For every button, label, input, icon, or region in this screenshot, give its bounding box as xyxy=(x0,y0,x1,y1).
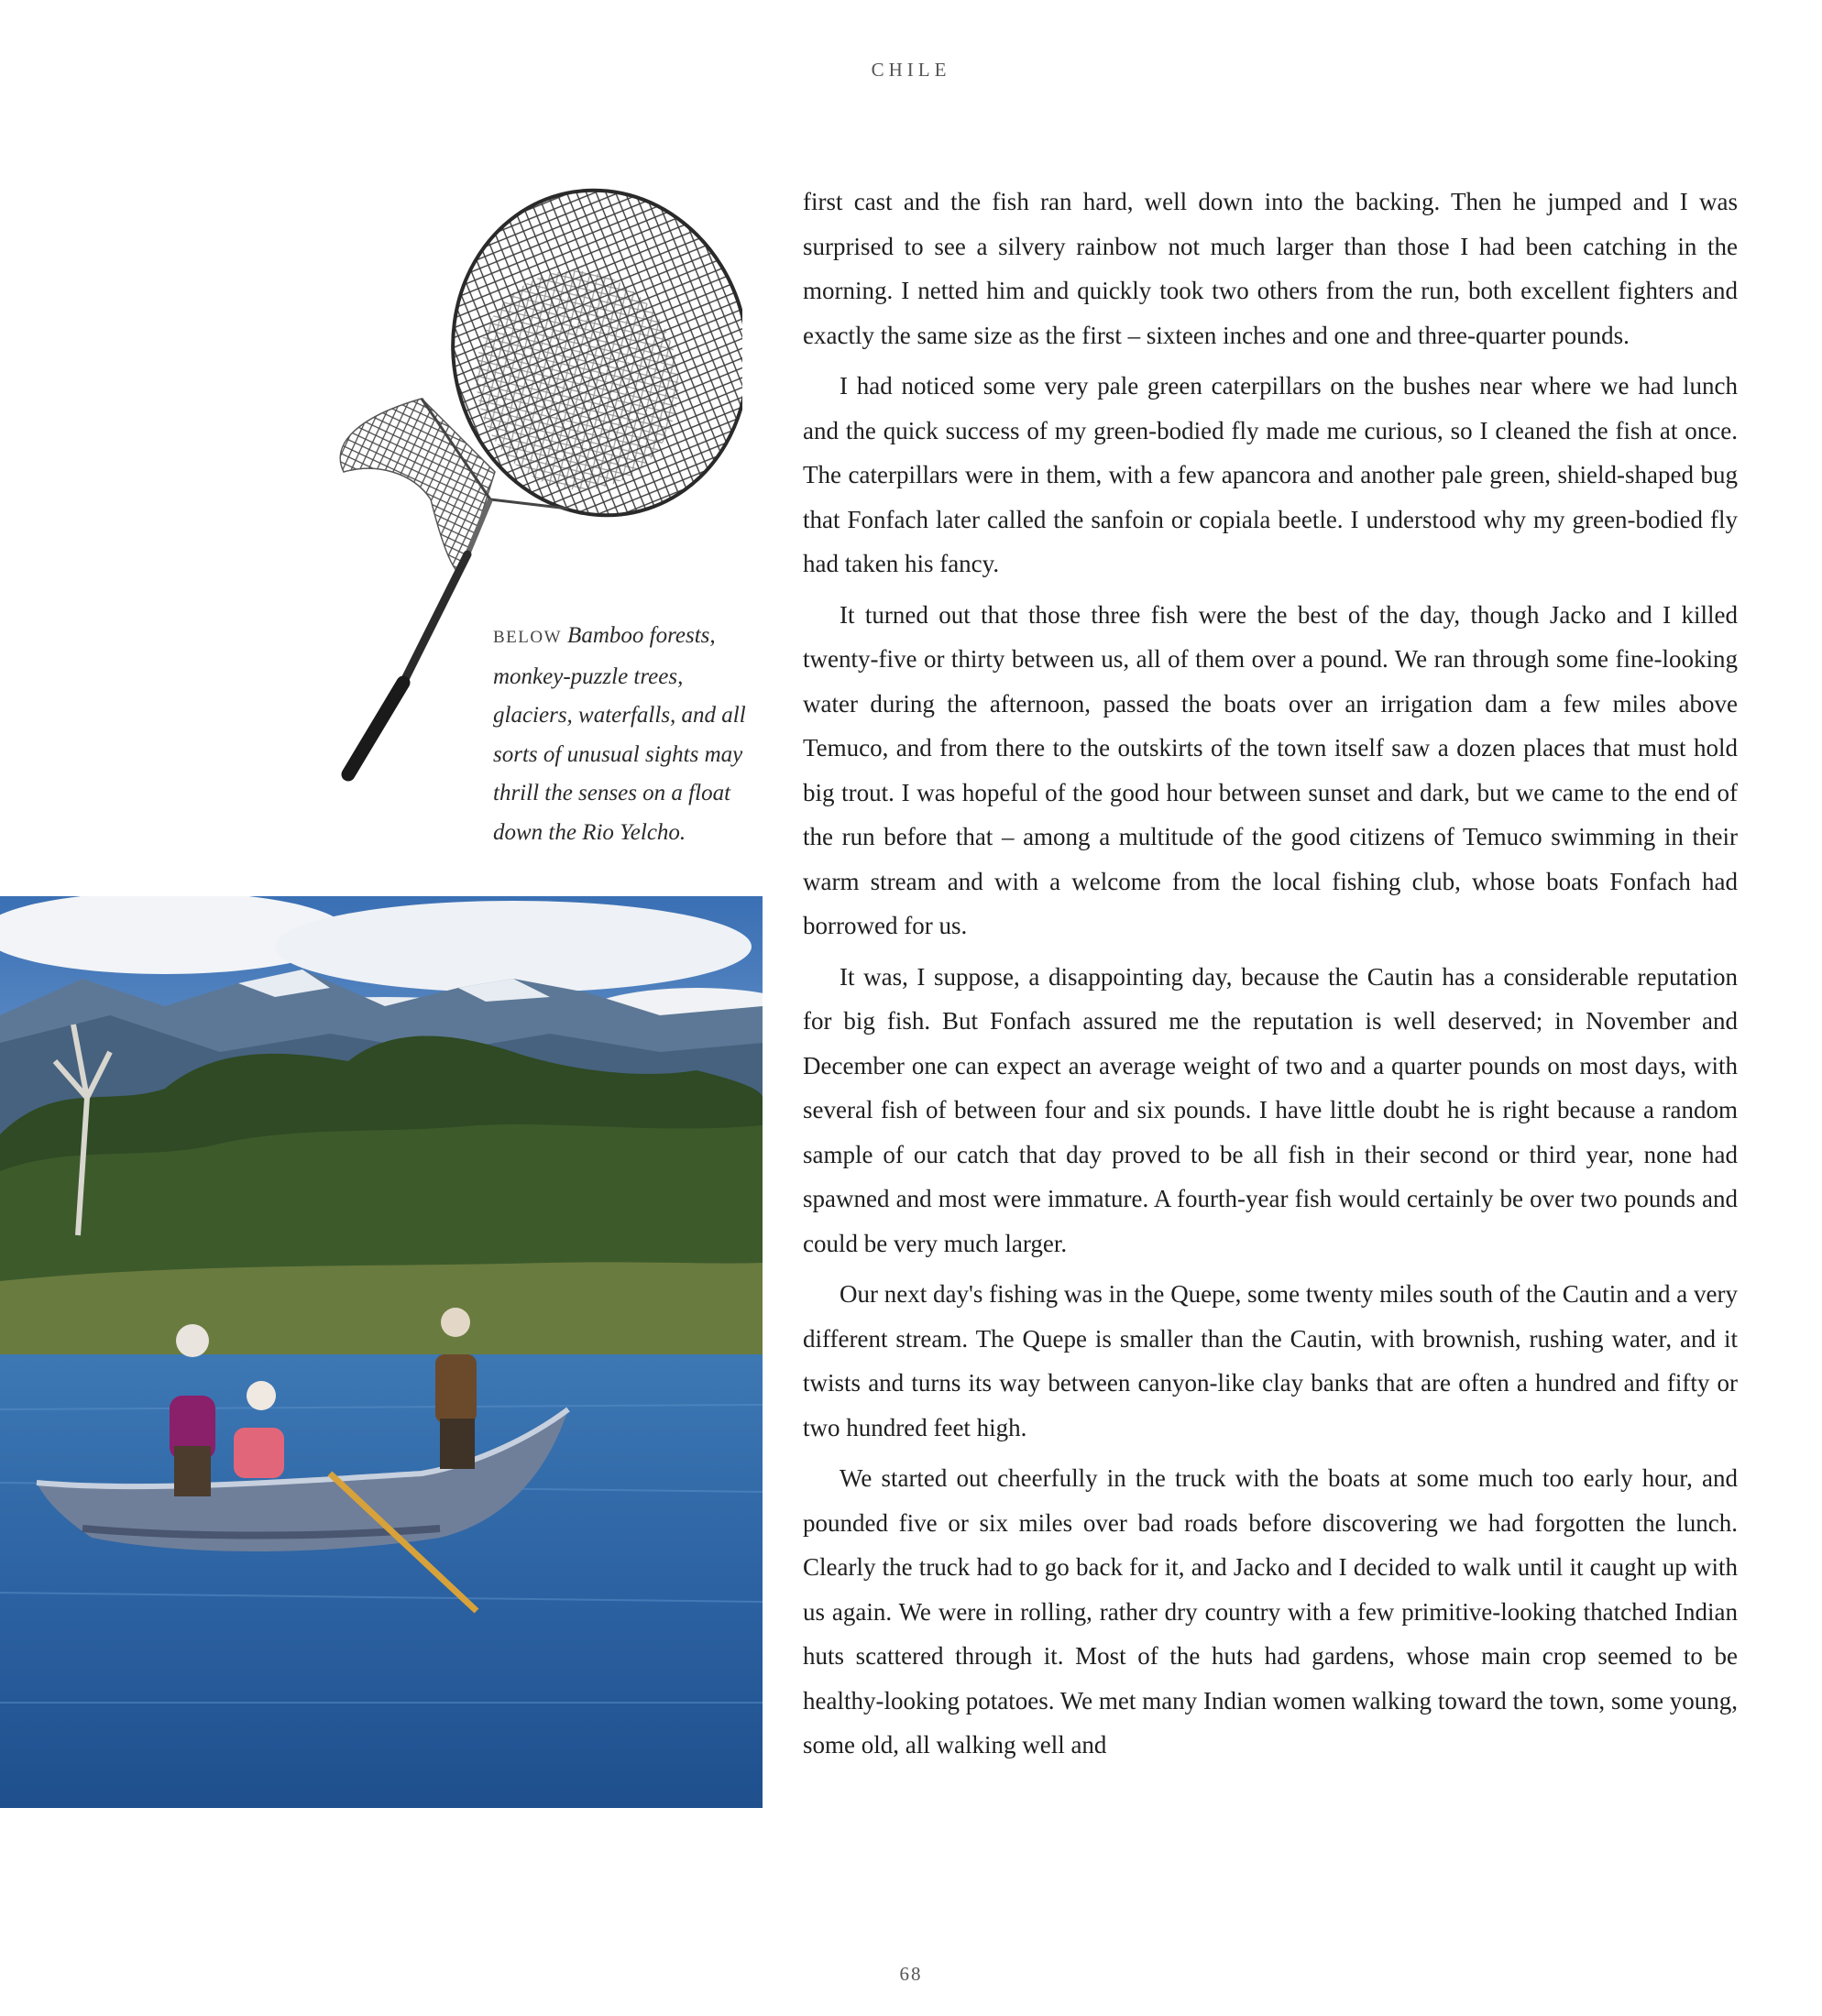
paragraph: We started out cheerfully in the truck with the boats at some much too early hour, and pounded five or six miles over bad roads before discovering we had forgotten the lunch. Clearly the truck had to go back for it, and Jacko and I decided to walk until it caught up with us again. We were in rolling, rather dry country with a few primitive-looking thatched Indian huts scattered through it. Most of the huts had gardens, whose main crop seemed to be healthy-looking potatoes. We met many Indian women walking toward the town, some young, some old, all walking well and xyxy=(803,1464,1738,1759)
paragraph: It turned out that those three fish were the best of the day, though Jacko and I killed twenty-five or thirty between us, all of them over a pound. We ran through some fine-looking water during the afternoon, passed the boats over an irrigation dam a few miles above Temuco, and from there to the outskirts of the town itself saw a dozen places that must hold big trout. I was hopeful of the good hour between sunset and dark, but we came to the end of the run before that – among a multitude of the good citizens of Temuco swimming in their warm stream and with a welcome from the local fishing club, whose boats Fonfach had borrowed for us. xyxy=(803,600,1738,939)
paragraph: It was, I suppose, a disappointing day, because the Cautin has a considerable reputation for big fish. But Fonfach assured me the reputation is well deserved; in November and December one can expect an average weight of two and a quarter pounds on most days, with several fish of between four and six pounds. I have little doubt he is right because a random sample of our catch that day proved to be all fish in their second or third year, none had spawned and most were immature. A fourth-year fish would certainly be over two pounds and could be very much larger. xyxy=(803,962,1738,1257)
paragraph: Our next day's fishing was in the Quepe, some twenty miles south of the Cautin and a very different stream. The Quepe is smaller than the Cautin, with brownish, rushing water, and it twists and turns its way between canyon-like clay banks that are often a hundred and fifty or two hundred feet high. xyxy=(803,1280,1738,1441)
paragraph: I had noticed some very pale green caterpillars on the bushes near where we had lunch and the quick success of my green-bodied fly made me curious, so I cleaned the fish at once. The caterpillars were in them, with a few apancora and another pale green, shield-shaped bug that Fonfach later called the sanfoin or copiala beetle. I understood why my green-bodied fly had taken his fancy. xyxy=(803,372,1738,577)
caption-text: Bamboo forests, monkey-puzzle trees, glaciers, waterfalls, and all sorts of unusual sights may thrill the senses on a float down the Rio Yelcho. xyxy=(493,623,746,845)
caption-label: BELOW xyxy=(493,628,563,647)
paragraph: first cast and the fish ran hard, well down into the backing. Then he jumped and I was surprised to see a silvery rainbow not much larger than those I had been catching in the morning. I netted him and quickly took two others from the run, both excellent fighters and exactly the same size as the first – sixteen inches and one and three-quarter pounds. xyxy=(803,188,1738,349)
river-float-photo xyxy=(0,896,763,1808)
body-text xyxy=(803,180,1738,1774)
figure-caption xyxy=(493,617,768,852)
running-head: CHILE xyxy=(871,59,951,81)
page-number: 68 xyxy=(899,1963,923,1985)
